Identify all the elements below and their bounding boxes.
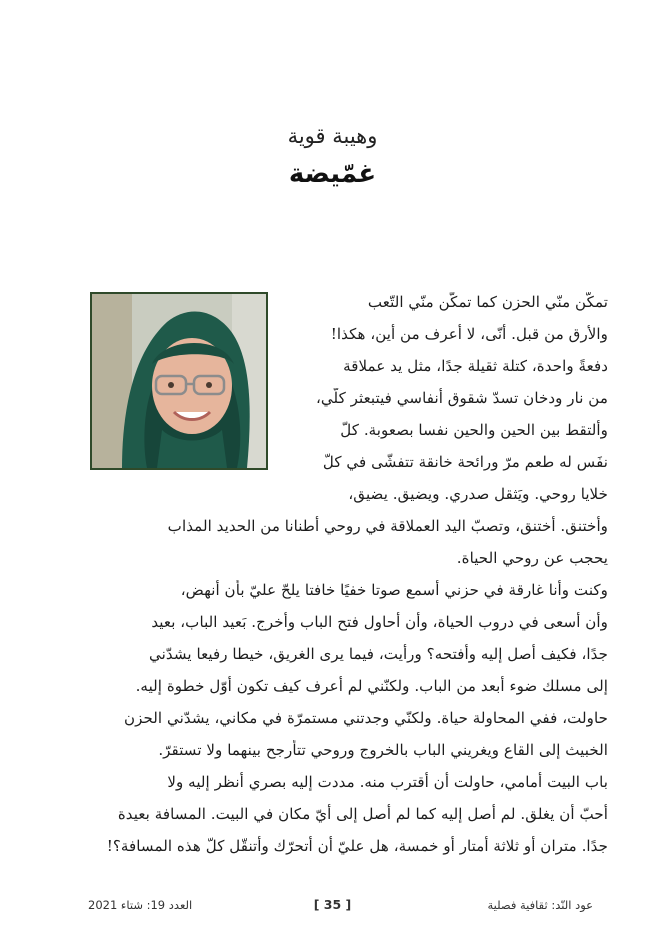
body-line: وأختنق. أختنق، وتصبّ اليد العملاقة في روحي أطنانا من الحديد المذاب	[167, 517, 608, 535]
body-line: والأرق من قبل. أنّى، لا أعرف من أين، هكذا!	[330, 325, 608, 343]
author-portrait-illustration	[92, 294, 266, 468]
body-line: خلايا روحي. ويَثقل صدري. ويضيق. يضيق،	[348, 485, 608, 503]
body-line: تمكّن منّي الحزن كما تمكّن منّي التّعب	[367, 293, 608, 311]
author-name: وهيبة قوية	[287, 124, 378, 148]
body-line: جدًا، فكيف أصل إليه وأفتحه؟ ورأيت، فيما يرى الغريق، خيطا رفيعا يشدّني	[149, 645, 608, 663]
body-line: حاولت، ففي المحاولة حياة. ولكنّي وجدتني مستمرّة في مكاني، يشدّني الحزن	[123, 709, 608, 727]
author-photo	[90, 292, 268, 470]
body-line: أحبّ أن يغلق. لم أصل إليه كما لم أصل إلى أيّ مكان في البيت. المسافة بعيدة	[117, 805, 608, 823]
footer-page-number: [ 35 ]	[313, 897, 352, 912]
body-line: وأن أسعى في دروب الحياة، وأن أحاول فتح الباب وأخرج. بَعيد الباب، بعيد	[151, 613, 608, 631]
body-line: نفَس له طعم مرّ ورائحة خانقة تتفشّى في كلّ	[322, 453, 608, 471]
body-line: يحجب عن روحي الحياة.	[456, 549, 608, 567]
footer-magazine-name: عود النّد: ثقافية فصلية	[487, 898, 593, 912]
body-line: باب البيت أمامي، حاولت أن أقترب منه. مددت إليه بصري أنظر إليه ولا	[167, 773, 608, 791]
article-title: غمّيضة	[288, 159, 377, 189]
body-line: وألتقط بين الحين والحين نفسا بصعوبة. كلّ	[340, 421, 608, 439]
footer-issue: العدد 19: شتاء 2021	[88, 898, 193, 912]
body-line: وكنت وأنا غارقة في حزني أسمع صوتا خفيًا خافتا يلحّ عليّ بأن أنهض،	[180, 581, 608, 599]
body-line: من نار ودخان تسدّ شقوق أنفاسي فيتبعثر كلّي،	[316, 389, 608, 407]
body-line: دفعةً واحدة، كتلة ثقيلة جدًا، مثل يد عملاقة	[343, 357, 608, 375]
body-line: جدًا. متران أو ثلاثة أمتار أو خمسة، هل عليّ أن أتحرّك وأتنقّل كلّ هذه المسافة؟!	[106, 837, 608, 855]
body-line: الخبيث إلى القاع ويغريني الباب بالخروج وروحي تتأرجح بينهما ولا تستقرّ.	[158, 741, 608, 759]
body-line: إلى مسلك ضوء أبعد من الباب. ولكنّني لم أعرف كيف تكون أوّل خطوة إليه.	[135, 677, 608, 695]
